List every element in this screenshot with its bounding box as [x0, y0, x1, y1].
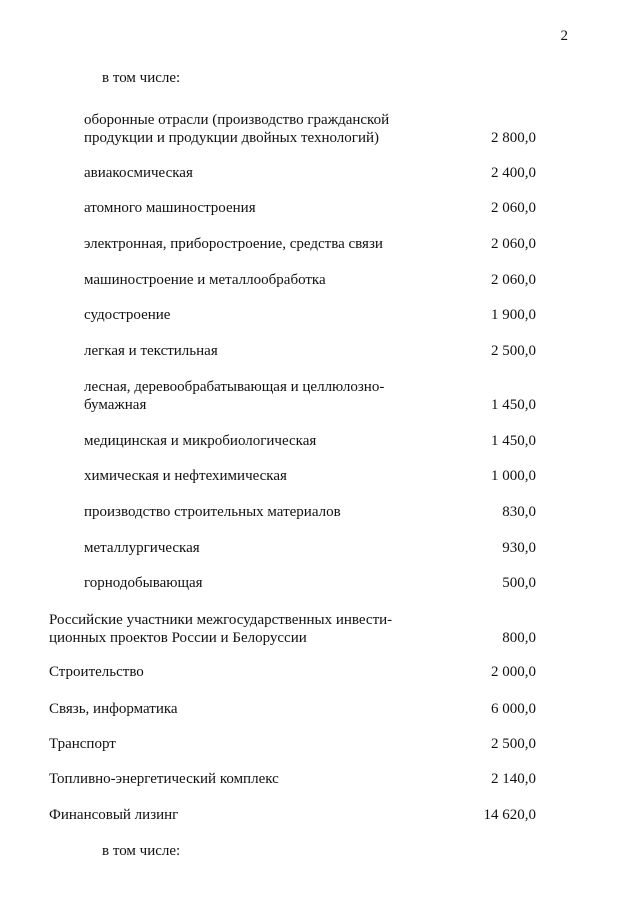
item-label: машиностроение и металлообработка: [84, 272, 326, 288]
item-value: 14 620,0: [483, 807, 536, 823]
item-value: 1 000,0: [491, 468, 536, 484]
item-value: 800,0: [502, 630, 536, 646]
list-item-energy: [49, 770, 536, 788]
list-item-building-materials: [84, 503, 536, 521]
list-item-electronics: [84, 235, 536, 253]
list-item-textile: [84, 342, 536, 360]
item-value: 2 500,0: [491, 736, 536, 752]
item-label: медицинская и микробиологическая: [84, 433, 317, 449]
list-item-transport: [49, 735, 536, 753]
list-item-chemical: [84, 467, 536, 485]
list-item-aerospace: [84, 164, 536, 182]
item-label: Транспорт: [49, 736, 116, 752]
item-value: 830,0: [502, 504, 536, 520]
item-label: оборонные отрасли (производство гражданской продукции и продукции двойных технологий): [84, 112, 390, 146]
item-label: лесная, деревообрабатывающая и целлюлозно- бумажная: [84, 379, 385, 413]
item-value: 2 140,0: [491, 771, 536, 787]
item-label: горнодобывающая: [84, 575, 203, 591]
list-item-nuclear: [84, 199, 536, 217]
item-label: Финансовый лизинг: [49, 807, 179, 823]
item-label: Строительство: [49, 664, 144, 680]
item-value: 2 060,0: [491, 272, 536, 288]
list-item-interstate-projects: [49, 611, 536, 647]
item-label: производство строительных материалов: [84, 504, 341, 520]
list-item-communications: [49, 700, 536, 718]
list-item-leasing: [49, 806, 536, 824]
item-label: металлургическая: [84, 540, 200, 556]
item-label: Топливно-энергетический комплекс: [49, 771, 279, 787]
item-label: Российские участники межгосударственных инвести- ционных проектов России и Белоруссии: [49, 612, 393, 646]
item-value: 500,0: [502, 575, 536, 591]
subheading-including-bottom: в том числе:: [102, 843, 181, 859]
list-item-forestry: [84, 378, 536, 414]
list-item-shipbuilding: [84, 306, 536, 324]
list-item-metallurgy: [84, 539, 536, 557]
item-value: 2 000,0: [491, 664, 536, 680]
item-value: 1 450,0: [491, 397, 536, 413]
item-label: легкая и текстильная: [84, 343, 218, 359]
item-value: 1 900,0: [491, 307, 536, 323]
item-value: 930,0: [502, 540, 536, 556]
item-label: атомного машиностроения: [84, 200, 256, 216]
item-value: 2 500,0: [491, 343, 536, 359]
page-number: 2: [560, 28, 568, 44]
list-item-construction: [49, 663, 536, 681]
item-value: 2 060,0: [491, 200, 536, 216]
item-value: 6 000,0: [491, 701, 536, 717]
list-item-defense: [84, 111, 536, 147]
item-label: авиакосмическая: [84, 165, 193, 181]
item-label: судостроение: [84, 307, 171, 323]
item-value: 2 400,0: [491, 165, 536, 181]
list-item-medical: [84, 432, 536, 450]
subheading-including: в том числе:: [102, 70, 181, 86]
list-item-mining: [84, 574, 536, 592]
list-item-machinery: [84, 271, 536, 289]
item-label: электронная, приборостроение, средства связи: [84, 236, 383, 252]
item-value: 2 060,0: [491, 236, 536, 252]
item-label: Связь, информатика: [49, 701, 178, 717]
item-value: 2 800,0: [491, 130, 536, 146]
item-value: 1 450,0: [491, 433, 536, 449]
item-label: химическая и нефтехимическая: [84, 468, 287, 484]
